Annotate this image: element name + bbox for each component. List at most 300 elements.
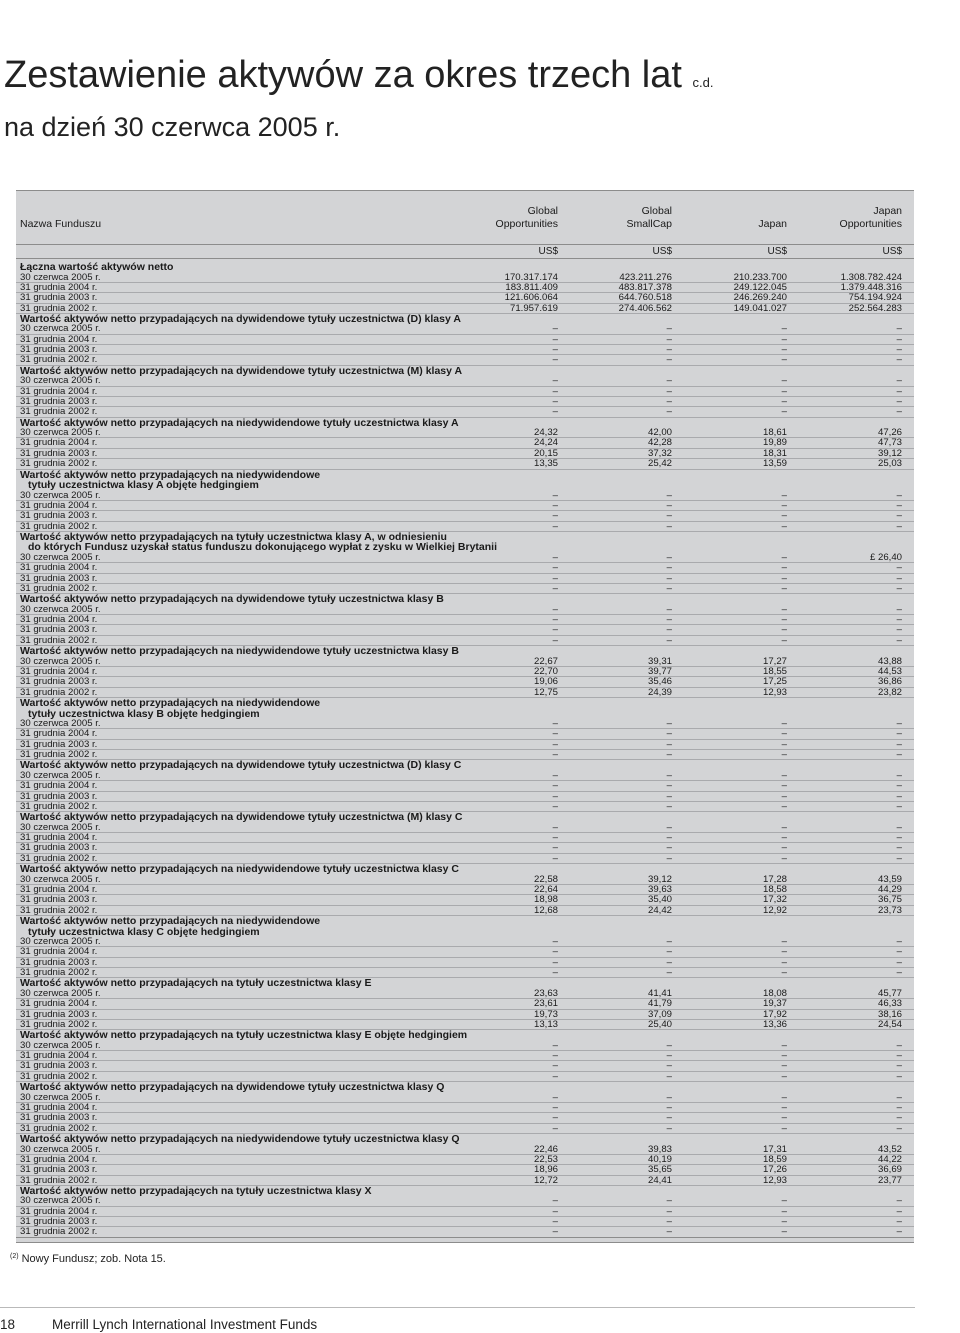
cell-value: – [781,852,787,864]
cell-value: 36,75 [877,894,902,906]
cell-value: – [896,375,902,387]
table-row [16,625,914,635]
table-row [16,958,914,968]
cell-value: 13,36 [762,1018,787,1030]
column-header-japan-opportunities [784,205,902,231]
row-date-label: 31 grudnia 2002 r. [20,582,98,594]
cell-value: – [666,728,672,740]
row-date-label: 30 czerwca 2005 r. [20,1143,101,1155]
cell-value: 24,32 [533,427,558,439]
column-header-line2: Japan [758,218,787,230]
cell-value: – [552,323,558,335]
row-date-label: 31 grudnia 2004 r. [20,728,98,740]
cell-value: – [552,1050,558,1062]
cell-value: 40,19 [647,1153,672,1165]
section-title [16,470,914,491]
cell-value: 45,77 [877,987,902,999]
cell-value: 24,39 [647,686,672,698]
section-title [16,1082,914,1093]
cell-value: – [666,354,672,366]
cell-value: – [552,1112,558,1124]
page-footer [0,1317,317,1332]
cell-value: – [781,769,787,781]
cell-value: – [666,1112,672,1124]
cell-value: – [552,718,558,729]
cell-value: 17,28 [762,873,787,885]
cell-value: – [552,614,558,626]
table-row [16,792,914,802]
table-header [16,191,914,244]
cell-value: – [896,1060,902,1072]
row-date-label: 31 grudnia 2003 r. [20,1164,98,1176]
section-title-line: Wartość aktywów netto przypadających na dywidendowe tytuły uczestnictwa klasy Q [20,1081,445,1094]
cell-value: – [552,1070,558,1082]
cell-value: 18,98 [533,894,558,906]
table-row [16,397,914,407]
row-date-label: 31 grudnia 2003 r. [20,510,98,522]
cell-value: 13,59 [762,458,787,470]
table-row [16,605,914,615]
cell-value: 23,61 [533,998,558,1010]
cell-value: – [552,406,558,418]
cell-value: – [552,634,558,646]
table-row [16,750,914,760]
cell-value: – [552,769,558,781]
cell-value: 37,09 [647,1008,672,1020]
table-row [16,823,914,833]
cell-value: 23,82 [877,686,902,698]
cell-value: – [552,852,558,864]
section-title [16,262,914,273]
row-date-label: 31 grudnia 2003 r. [20,344,98,356]
table-row [16,729,914,739]
cell-value: – [896,832,902,844]
cell-value: 18,31 [762,447,787,459]
cell-value: – [896,1122,902,1134]
table-row [16,1041,914,1051]
cell-value: 23,63 [533,987,558,999]
row-date-label: 30 czerwca 2005 r. [20,489,101,501]
cell-value: – [896,572,902,584]
row-date-label: 30 czerwca 2005 r. [20,375,101,387]
section-title-line: Łączna wartość aktywów netto [20,261,174,273]
cell-value: – [666,489,672,501]
table-row [16,553,914,563]
cell-value: – [781,562,787,574]
column-header-line2: Opportunities [839,218,902,230]
cell-value: – [896,489,902,501]
table-row [16,999,914,1009]
row-date-label: 30 czerwca 2005 r. [20,427,101,439]
cell-value: – [781,333,787,345]
row-date-label: 31 grudnia 2002 r. [20,852,98,864]
cell-value: 17,92 [762,1008,787,1020]
cell-value: – [781,385,787,397]
cell-value: – [552,800,558,812]
cell-value: – [666,1226,672,1238]
section-title-line: tytuły uczestnictwa klasy B objęte hedgingiem [28,707,260,720]
row-date-label: 31 grudnia 2002 r. [20,1226,98,1238]
row-date-label: 31 grudnia 2003 r. [20,894,98,906]
cell-value: – [896,936,902,947]
cell-value: – [552,1039,558,1051]
row-date-label: 31 grudnia 2004 r. [20,780,98,792]
cell-value: – [666,832,672,844]
cell-value: – [666,936,672,947]
table-row [16,304,914,314]
cell-value: – [666,375,672,387]
cell-value: – [896,354,902,366]
cell-value: 754.194.924 [848,292,902,304]
table-row [16,1165,914,1175]
page-title [4,52,713,106]
cell-value: – [552,572,558,584]
table-row [16,563,914,573]
cell-value: 43,52 [877,1143,902,1155]
row-date-label: 31 grudnia 2002 r. [20,354,98,366]
table-row [16,501,914,511]
cell-value: – [666,624,672,636]
section-title [16,1134,914,1145]
cell-value: – [552,1205,558,1217]
currency-label: US$ [767,246,787,257]
cell-value: 1.379.448.316 [840,281,902,293]
cell-value: – [781,967,787,979]
cell-value: – [781,1195,787,1207]
section-title-line: Wartość aktywów netto przypadających na tytuły uczestnictwa klasy A, w odniesieniu [20,530,447,543]
cell-value: – [552,749,558,761]
cell-value: – [896,624,902,636]
row-date-label: 31 grudnia 2004 r. [20,1153,98,1165]
cell-value: 44,53 [877,665,902,677]
section-title-line: Wartość aktywów netto przypadających na niedywidendowe tytuły uczestnictwa klasy B [20,645,459,658]
cell-value: 12,72 [533,1174,558,1186]
cell-value: 35,65 [647,1164,672,1176]
row-date-label: 30 czerwca 2005 r. [20,603,101,615]
cell-value: – [781,780,787,792]
section-title-line: Wartość aktywów netto przypadających na tytuły uczestnictwa klasy E objęte hedgingiem [20,1029,468,1042]
row-date-label: 31 grudnia 2003 r. [20,676,98,688]
cell-value: – [896,520,902,532]
cell-value: – [896,395,902,407]
row-date-label: 31 grudnia 2002 r. [20,1122,98,1134]
cell-value: – [896,1091,902,1103]
cell-value: 12,93 [762,686,787,698]
section-title-line: Wartość aktywów netto przypadających na niedywidendowe [20,915,321,927]
cell-value: 19,73 [533,1008,558,1020]
cell-value: 170.317.174 [504,271,558,283]
cell-value: 44,29 [877,883,902,895]
cell-value: – [781,624,787,636]
cell-value: – [896,728,902,740]
cell-value: – [666,780,672,792]
cell-value: – [781,832,787,844]
cell-value: 24,41 [647,1174,672,1186]
cell-value: – [896,852,902,864]
table-row [16,1227,914,1237]
cell-value: – [666,1050,672,1062]
cell-value: 24,54 [877,1018,902,1030]
cell-value: – [666,333,672,345]
table-row [16,335,914,345]
table-row [16,1093,914,1103]
cell-value: 36,86 [877,676,902,688]
row-date-label: 31 grudnia 2002 r. [20,749,98,761]
cell-value: 17,25 [762,676,787,688]
cell-value: – [781,603,787,615]
page-title-suffix: c.d. [692,75,714,90]
cell-value: 12,92 [762,904,787,916]
row-date-label: 31 grudnia 2004 r. [20,1050,98,1062]
section-title-line: Wartość aktywów netto przypadających na dywidendowe tytuły uczestnictwa (M) klasy A [20,364,463,377]
cell-value: – [666,634,672,646]
cell-value: – [781,800,787,812]
row-date-label: 30 czerwca 2005 r. [20,271,101,283]
cell-value: – [896,1195,902,1207]
cell-value: – [666,551,672,563]
cell-value: – [781,936,787,947]
cell-value: – [552,728,558,740]
cell-value: – [552,624,558,636]
cell-value: – [896,634,902,646]
section-title-line: Wartość aktywów netto przypadających na niedywidendowe tytuły uczestnictwa klasy A [20,416,459,429]
assets-table [16,190,914,1243]
cell-value: 41,41 [647,987,672,999]
row-date-label: 31 grudnia 2003 r. [20,395,98,407]
cell-value: 41,79 [647,998,672,1010]
row-date-label: 30 czerwca 2005 r. [20,655,101,667]
table-row [16,1176,914,1186]
cell-value: – [666,520,672,532]
row-date-label: 31 grudnia 2004 r. [20,998,98,1010]
cell-value: – [666,1205,672,1217]
cell-value: – [666,1122,672,1134]
row-date-label: 31 grudnia 2004 r. [20,946,98,958]
cell-value: 17,26 [762,1164,787,1176]
cell-value: 22,53 [533,1153,558,1165]
section-title [16,916,914,937]
cell-value: – [552,354,558,366]
column-header-global-opportunities [440,205,558,231]
row-date-label: 31 grudnia 2002 r. [20,406,98,418]
table-row [16,1113,914,1123]
cell-value: – [666,769,672,781]
cell-value: – [552,1101,558,1113]
table-row [16,1217,914,1227]
section-title-line: Wartość aktywów netto przypadających na niedywidendowe [20,697,321,709]
cell-value: – [781,728,787,740]
cell-value: – [781,842,787,854]
row-date-label: 30 czerwca 2005 r. [20,718,101,729]
cell-value: – [666,323,672,335]
cell-value: – [896,1112,902,1124]
row-date-label: 31 grudnia 2002 r. [20,1018,98,1030]
row-date-label: 31 grudnia 2002 r. [20,302,98,314]
cell-value: 149.041.027 [733,302,787,314]
cell-value: 38,16 [877,1008,902,1020]
section-title-line: Wartość aktywów netto przypadających na dywidendowe tytuły uczestnictwa (D) klasy C [20,759,462,772]
table-row [16,459,914,469]
table-row [16,906,914,916]
cell-value: – [666,562,672,574]
cell-value: – [896,749,902,761]
table-body [16,259,914,1238]
cell-value: – [666,1195,672,1207]
cell-value: 483.817.378 [618,281,672,293]
table-row [16,1061,914,1071]
cell-value: – [896,582,902,594]
column-header-line1: Global [641,205,672,217]
cell-value: – [666,842,672,854]
cell-value: – [896,333,902,345]
cell-value: 22,70 [533,665,558,677]
cell-value: 252.564.283 [848,302,902,314]
cell-value: 183.811.409 [505,281,558,293]
cell-value: – [666,510,672,522]
column-header-line2: Opportunities [495,218,558,230]
cell-value: – [552,520,558,532]
cell-value: – [896,1226,902,1238]
table-row [16,1207,914,1217]
cell-value: – [781,738,787,750]
cell-value: – [781,551,787,563]
cell-value: 13,13 [533,1018,558,1030]
row-date-label: 31 grudnia 2002 r. [20,686,98,698]
currency-label: US$ [538,246,558,257]
cell-value: – [552,1195,558,1207]
cell-value: 18,61 [762,427,787,439]
cell-value: 18,58 [762,883,787,895]
table-row [16,968,914,978]
row-date-label: 31 grudnia 2002 r. [20,967,98,979]
cell-value: – [781,749,787,761]
cell-value: – [896,967,902,979]
cell-value: – [666,582,672,594]
cell-value: – [552,956,558,968]
cell-value: 23,77 [877,1174,902,1186]
cell-value: 47,73 [877,437,902,449]
row-date-label: 31 grudnia 2003 r. [20,790,98,802]
cell-value: – [552,738,558,750]
cell-value: 19,06 [533,676,558,688]
footnote-marker: (2) [10,1253,19,1260]
row-date-label: 30 czerwca 2005 r. [20,323,101,335]
table-row [16,719,914,729]
section-title-line: tytuły uczestnictwa klasy A objęte hedgingiem [28,479,259,491]
footnote [10,1253,166,1265]
cell-value: 47,26 [877,427,902,439]
cell-value: – [781,572,787,584]
cell-value: 22,58 [533,873,558,885]
table-row [16,854,914,864]
cell-value: – [552,385,558,397]
row-date-label: 31 grudnia 2004 r. [20,499,98,511]
cell-value: – [896,842,902,854]
table-row [16,584,914,594]
cell-value: – [896,406,902,418]
cell-value: 39,83 [647,1143,672,1155]
cell-value: 1.308.782.424 [840,271,902,283]
column-header-global-smallcap [554,205,672,231]
cell-value: – [552,562,558,574]
cell-value: 18,59 [762,1153,787,1165]
cell-value: – [896,780,902,792]
row-date-label: 31 grudnia 2004 r. [20,437,98,449]
row-date-label: 31 grudnia 2003 r. [20,292,98,304]
cell-value: – [781,821,787,833]
cell-value: – [552,375,558,387]
cell-value: – [781,582,787,594]
cell-value: 19,89 [762,437,787,449]
cell-value: 39,31 [647,655,672,667]
cell-value: – [666,852,672,864]
cell-value: 24,24 [533,437,558,449]
cell-value: 25,40 [647,1018,672,1030]
row-date-label: 31 grudnia 2002 r. [20,458,98,470]
cell-value: – [552,499,558,511]
cell-value: 644.760.518 [618,292,672,304]
cell-value: 22,64 [533,883,558,895]
cell-value: – [666,572,672,584]
page-subtitle: na dzień 30 czerwca 2005 r. [4,112,341,142]
cell-value: – [896,323,902,335]
cell-value: – [896,1039,902,1051]
row-date-label: 31 grudnia 2004 r. [20,832,98,844]
cell-value: 12,93 [762,1174,787,1186]
table-row [16,574,914,584]
cell-value: – [896,603,902,615]
cell-value: – [552,1226,558,1238]
cell-value: 17,32 [762,894,787,906]
cell-value: 18,96 [533,1164,558,1176]
row-date-label: 31 grudnia 2003 r. [20,624,98,636]
cell-value: 37,32 [647,447,672,459]
row-date-label: 31 grudnia 2003 r. [20,447,98,459]
cell-value: – [896,800,902,812]
cell-value: 22,46 [533,1143,558,1155]
column-header-line1: Global [527,205,558,217]
column-header-line1: Japan [873,205,902,217]
row-date-label: 31 grudnia 2004 r. [20,385,98,397]
cell-value: 39,63 [647,883,672,895]
cell-value: 36,69 [877,1164,902,1176]
row-date-label: 31 grudnia 2004 r. [20,562,98,574]
section-title [16,532,914,553]
row-date-label: 31 grudnia 2003 r. [20,1060,98,1072]
cell-value: – [666,603,672,615]
table-row [16,511,914,521]
table-row [16,833,914,843]
cell-value: 17,27 [762,655,787,667]
title-block [4,52,713,144]
table-row [16,1103,914,1113]
cell-value: – [896,1050,902,1062]
table-row [16,407,914,417]
section-title [16,698,914,719]
cell-value: 71.957.619 [509,302,558,314]
cell-value: – [781,946,787,958]
cell-value: – [781,1226,787,1238]
cell-value: – [896,1101,902,1113]
row-date-label: 31 grudnia 2003 r. [20,956,98,968]
cell-value: – [781,1101,787,1113]
section-title [16,314,914,325]
cell-value: 20,15 [533,447,558,459]
section-title [16,366,914,377]
row-date-label: 31 grudnia 2002 r. [20,800,98,812]
column-header-japan [669,205,787,231]
row-date-label: 31 grudnia 2004 r. [20,665,98,677]
